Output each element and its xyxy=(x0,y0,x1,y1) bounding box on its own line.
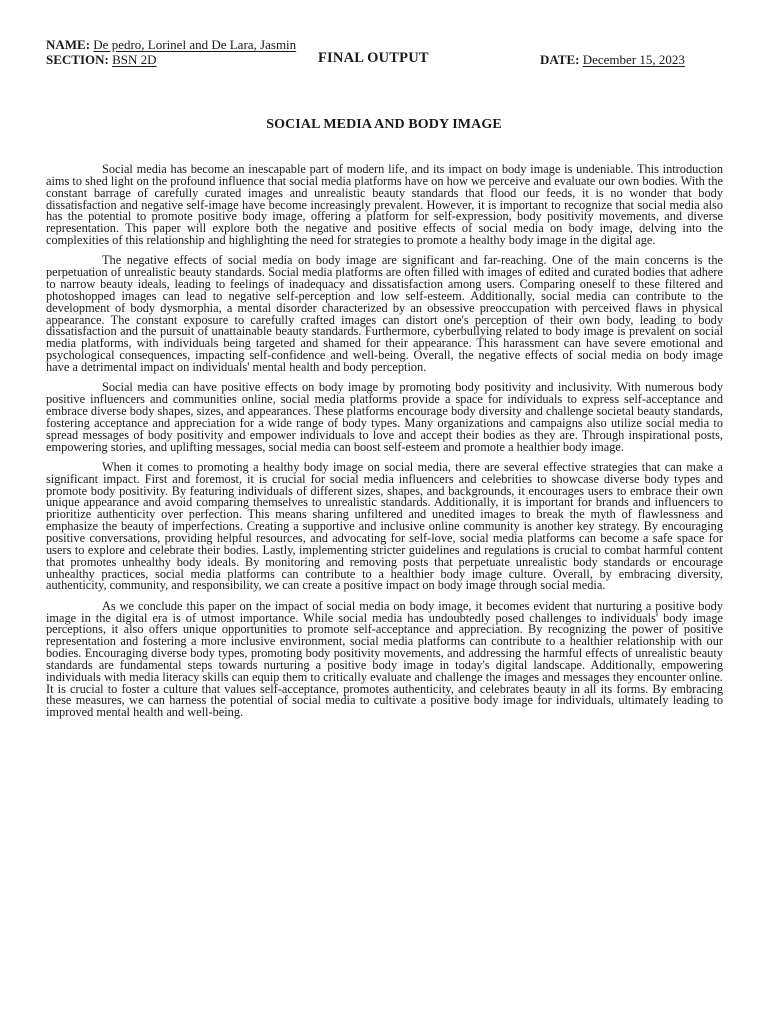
page-title: SOCIAL MEDIA AND BODY IMAGE xyxy=(266,117,502,132)
name-label: NAME: xyxy=(46,37,91,52)
paragraph-positive-effects: Social media can have positive effects on body image by promoting body positivity and inclusivity. With numerous body positive influencers and communities online, social media platforms provide a space for individuals to express self-acceptance and embrace diverse body shapes, sizes, and appearances. These platforms encourage body diversity and challenge societal beauty standards, fostering acceptance and appreciation for a wide range of body types. Many organizations and campaigns also utilize social media to spread messages of body positivity and empower individuals to love and accept their bodies as they are. Through inspirational posts, empowering stories, and uplifting messages, social media can boost self-esteem and promote a healthier body image. xyxy=(46,380,723,454)
paragraph-introduction: Social media has become an inescapable part of modern life, and its impact on body image is undeniable. This introduction aims to shed light on the profound influence that social media platforms have on how we perceive and evaluate our own bodies. With the constant barrage of carefully curated images and unrealistic beauty standards that flood our feeds, it is no wonder that body dissatisfaction and negative self-image have become increasingly prevalent. However, it is important to recognize that social media also has the potential to promote positive body image, offering a platform for self-expression, body positivity movements, and diverse representation. This paper will explore both the negative and positive effects of social media on body image, delving into the complexities of this relationship and highlighting the need for strategies to promote a healthy body image in the digital age. xyxy=(46,162,723,248)
date-label: DATE: xyxy=(540,52,580,67)
essay-body xyxy=(46,164,723,728)
name-row xyxy=(46,37,296,52)
paragraph-strategies: When it comes to promoting a healthy body image on social media, there are several effective strategies that can make a significant impact. First and foremost, it is crucial for social media influencers and celebrities to showcase diverse body types and promote body positivity. By featuring individuals of different sizes, shapes, and backgrounds, it encourages users to embrace their own unique appearance and avoid comparing themselves to unrealistic standards. Additionally, it is important for brands and influencers to prioritize authenticity over perfection. This means sharing unfiltered and unedited images to break the myth of flawlessness and emphasize the beauty of imperfections. Creating a supportive and inclusive online community is another key strategy. By encouraging positive conversations, providing helpful resources, and advocating for self-love, social media platforms can become a safe space for users to explore and celebrate their bodies. Lastly, implementing stricter guidelines and regulations is crucial to combat harmful content that promotes unhealthy body ideals. By monitoring and removing posts that perpetuate unrealistic body standards or encourage unhealthy practices, social media platforms can contribute to a healthier body image culture. Overall, by embracing diversity, authenticity, community, and responsibility, we can create a positive impact on body image through social media. xyxy=(46,459,723,593)
date-row xyxy=(540,52,685,67)
document-type-label: FINAL OUTPUT xyxy=(318,50,429,66)
section-value: BSN 2D xyxy=(112,52,157,67)
name-value: De pedro, Lorinel and De Lara, Jasmin xyxy=(93,37,297,52)
section-label: SECTION: xyxy=(46,52,109,67)
paragraph-conclusion: As we conclude this paper on the impact of social media on body image, it becomes evident that nurturing a positive body image in the digital era is of utmost importance. While social media has undoubtedly posed challenges to individuals' body image perceptions, it also offers unique opportunities to promote self-acceptance and appreciation. By recognizing the power of positive representation and fostering a more inclusive environment, social media platforms can contribute to a healthier relationship with our bodies. Encouraging diverse body types, promoting body positivity movements, and addressing the harmful effects of unrealistic beauty standards are fundamental steps towards nurturing a positive body image in today's digital landscape. Additionally, empowering individuals with media literacy skills can equip them to critically evaluate and challenge the images and messages they encounter online. It is crucial to foster a culture that values self-acceptance, promotes authenticity, and celebrates beauty in all its forms. By embracing these measures, we can harness the potential of social media to cultivate a positive body image for individuals, ultimately leading to improved mental health and well-being. xyxy=(46,598,723,720)
paragraph-negative-effects: The negative effects of social media on body image are significant and far-reaching. One of the main concerns is the perpetuation of unrealistic beauty standards. Social media platforms are often filled with images of edited and curated bodies that adhere to narrow beauty ideals, leading to feelings of inadequacy and dissatisfaction among users. Comparing oneself to these filtered and photoshopped images can lead to negative self-perception and low self-esteem. Additionally, social media can contribute to the development of body dysmorphia, a mental disorder characterized by an obsessive preoccupation with perceived flaws in physical appearance. The constant exposure to carefully crafted images can distort one's perception of their own body, leading to body dissatisfaction and the pursuit of unattainable beauty standards. Furthermore, cyberbullying related to body image is prevalent on social media platforms, with individuals being targeted and shamed for their appearance. This harassment can have severe emotional and psychological consequences, impacting self-confidence and well-being. Overall, the negative effects of social media on body image have a detrimental impact on individuals' mental health and body perception. xyxy=(46,253,723,374)
date-value: December 15, 2023 xyxy=(582,52,685,67)
